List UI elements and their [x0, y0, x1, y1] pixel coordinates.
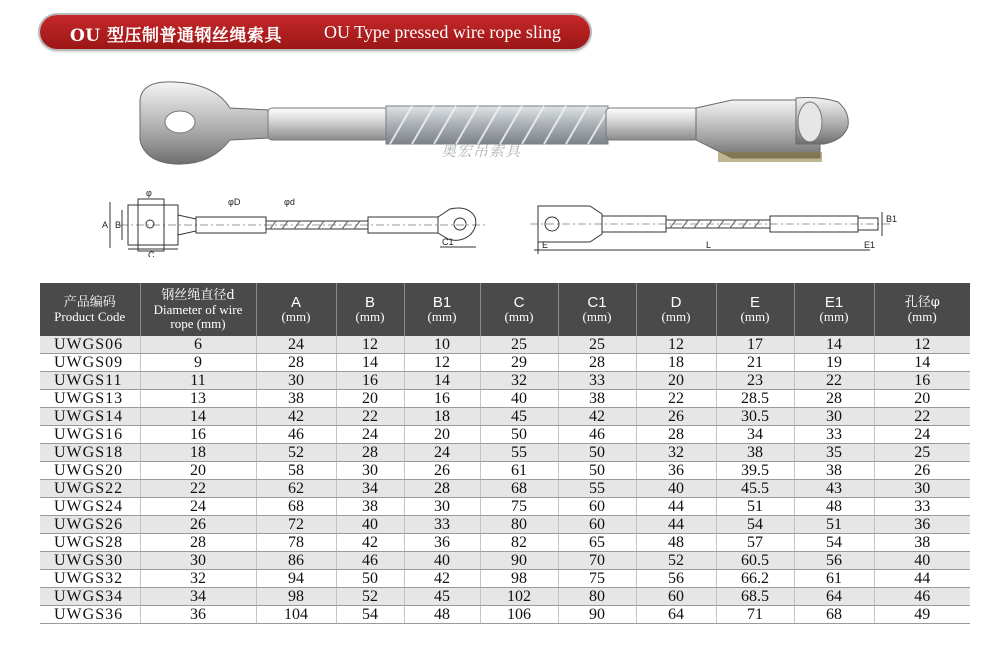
technical-drawing-right — [530, 192, 910, 262]
table-cell: 72 — [256, 516, 336, 534]
product-code-cell: UWGS06 — [40, 336, 140, 354]
header-unit: (mm) — [427, 308, 457, 324]
table-cell: 10 — [404, 336, 480, 354]
table-cell: 54 — [336, 606, 404, 624]
table-cell: 20 — [636, 372, 716, 390]
table-cell: 38 — [874, 534, 970, 552]
table-row — [40, 570, 970, 588]
table-cell: 48 — [404, 606, 480, 624]
table-cell: 20 — [874, 390, 970, 408]
table-cell: 50 — [336, 570, 404, 588]
table-cell: 55 — [558, 480, 636, 498]
table-cell: 30 — [256, 372, 336, 390]
table-cell: 30 — [794, 408, 874, 426]
table-cell: 25 — [874, 444, 970, 462]
table-cell: 42 — [256, 408, 336, 426]
table-cell: 106 — [480, 606, 558, 624]
table-cell: 45 — [480, 408, 558, 426]
table-cell: 52 — [256, 444, 336, 462]
header-B — [336, 283, 404, 336]
table-cell: 32 — [480, 372, 558, 390]
header-E — [716, 283, 794, 336]
banner-title-cn: OU 型压制普通钢丝绳索具 — [70, 26, 283, 46]
table-cell: 51 — [794, 516, 874, 534]
table-cell: 28 — [794, 390, 874, 408]
header-symbol: B1 — [432, 293, 452, 311]
table-cell: 40 — [874, 552, 970, 570]
product-code-cell: UWGS18 — [40, 444, 140, 462]
table-cell: 66.2 — [716, 570, 794, 588]
table-cell: 28.5 — [716, 390, 794, 408]
product-code-cell: UWGS28 — [40, 534, 140, 552]
table-cell: 40 — [480, 390, 558, 408]
table-row — [40, 390, 970, 408]
header-unit: (mm) — [740, 308, 770, 324]
table-cell: 18 — [404, 408, 480, 426]
product-code-cell: UWGS14 — [40, 408, 140, 426]
table-row — [40, 462, 970, 480]
table-row — [40, 354, 970, 372]
table-cell: 60 — [558, 498, 636, 516]
header-en: Product Code — [54, 308, 126, 324]
table-cell: 52 — [336, 588, 404, 606]
table-cell: 61 — [480, 462, 558, 480]
table-cell: 80 — [558, 588, 636, 606]
table-cell: 33 — [558, 372, 636, 390]
table-cell: 40 — [404, 552, 480, 570]
table-cell: 50 — [558, 462, 636, 480]
table-cell: 36 — [404, 534, 480, 552]
table-cell: 68.5 — [716, 588, 794, 606]
table-cell: 30.5 — [716, 408, 794, 426]
watermark-text: 奥宏吊索具 — [441, 142, 522, 160]
table-row — [40, 516, 970, 534]
table-cell: 28 — [256, 354, 336, 372]
dim-label-phid: φd — [284, 197, 295, 207]
table-cell: 57 — [716, 534, 794, 552]
table-cell: 38 — [794, 462, 874, 480]
table-cell: 75 — [480, 498, 558, 516]
table-cell: 48 — [636, 534, 716, 552]
table-cell: 30 — [874, 480, 970, 498]
table-cell: 64 — [794, 588, 874, 606]
table-cell: 28 — [404, 480, 480, 498]
header-unit: (mm) — [582, 308, 612, 324]
product-code-cell: UWGS26 — [40, 516, 140, 534]
table-cell: 78 — [256, 534, 336, 552]
table-cell: 28 — [140, 534, 256, 552]
table-cell: 51 — [716, 498, 794, 516]
table-cell: 36 — [636, 462, 716, 480]
header-unit: (mm) — [281, 308, 311, 324]
table-cell: 40 — [636, 480, 716, 498]
table-cell: 22 — [636, 390, 716, 408]
header-B1 — [404, 283, 480, 336]
table-cell: 22 — [794, 372, 874, 390]
table-row — [40, 498, 970, 516]
table-row — [40, 588, 970, 606]
table-cell: 29 — [480, 354, 558, 372]
title-banner — [40, 15, 590, 49]
table-row — [40, 336, 970, 354]
table-cell: 20 — [140, 462, 256, 480]
table-cell: 44 — [874, 570, 970, 588]
product-code-cell: UWGS20 — [40, 462, 140, 480]
table-cell: 98 — [480, 570, 558, 588]
header-hole-diameter — [874, 283, 970, 336]
table-cell: 56 — [636, 570, 716, 588]
header-product-code — [40, 283, 140, 336]
table-cell: 38 — [558, 390, 636, 408]
header-unit: (mm) — [661, 308, 691, 324]
table-cell: 61 — [794, 570, 874, 588]
product-code-cell: UWGS32 — [40, 570, 140, 588]
product-code-cell: UWGS16 — [40, 426, 140, 444]
table-body — [40, 336, 970, 624]
table-cell: 34 — [336, 480, 404, 498]
table-cell: 33 — [874, 498, 970, 516]
table-cell: 26 — [140, 516, 256, 534]
product-code-cell: UWGS24 — [40, 498, 140, 516]
table-row — [40, 372, 970, 390]
table-row — [40, 444, 970, 462]
table-cell: 24 — [256, 336, 336, 354]
table-cell: 25 — [480, 336, 558, 354]
table-cell: 21 — [716, 354, 794, 372]
header-symbol: E — [749, 293, 760, 311]
table-cell: 56 — [794, 552, 874, 570]
table-cell: 33 — [404, 516, 480, 534]
table-cell: 22 — [140, 480, 256, 498]
dim-label-L: L — [706, 240, 712, 250]
table-cell: 68 — [256, 498, 336, 516]
table-cell: 30 — [336, 462, 404, 480]
table-cell: 28 — [636, 426, 716, 444]
header-symbol: C1 — [587, 293, 607, 311]
table-cell: 40 — [336, 516, 404, 534]
table-cell: 20 — [336, 390, 404, 408]
table-cell: 52 — [636, 552, 716, 570]
header-C — [480, 283, 558, 336]
table-cell: 42 — [558, 408, 636, 426]
table-cell: 34 — [140, 588, 256, 606]
table-cell: 38 — [256, 390, 336, 408]
banner-title-en: OU Type pressed wire rope sling — [324, 22, 561, 42]
table-cell: 48 — [794, 498, 874, 516]
table-row — [40, 426, 970, 444]
table-cell: 45 — [404, 588, 480, 606]
table-cell: 39.5 — [716, 462, 794, 480]
table-cell: 46 — [256, 426, 336, 444]
table-cell: 28 — [558, 354, 636, 372]
header-cn: 产品编码 — [63, 294, 116, 310]
table-cell: 35 — [794, 444, 874, 462]
header-C1 — [558, 283, 636, 336]
table-cell: 36 — [874, 516, 970, 534]
table-cell: 12 — [874, 336, 970, 354]
table-cell: 22 — [336, 408, 404, 426]
table-cell: 86 — [256, 552, 336, 570]
header-A — [256, 283, 336, 336]
table-cell: 60 — [558, 516, 636, 534]
table-cell: 64 — [636, 606, 716, 624]
table-cell: 23 — [716, 372, 794, 390]
product-code-cell: UWGS13 — [40, 390, 140, 408]
product-code-cell: UWGS09 — [40, 354, 140, 372]
table-row — [40, 408, 970, 426]
product-code-cell: UWGS22 — [40, 480, 140, 498]
table-row — [40, 480, 970, 498]
table-cell: 32 — [140, 570, 256, 588]
table-cell: 45.5 — [716, 480, 794, 498]
table-cell: 62 — [256, 480, 336, 498]
table-cell: 33 — [794, 426, 874, 444]
table-cell: 75 — [558, 570, 636, 588]
table-cell: 104 — [256, 606, 336, 624]
table-cell: 17 — [716, 336, 794, 354]
table-cell: 18 — [140, 444, 256, 462]
header-unit: (mm) — [907, 308, 937, 324]
table-cell: 9 — [140, 354, 256, 372]
table-cell: 98 — [256, 588, 336, 606]
header-rope-diameter — [140, 283, 256, 336]
table-row — [40, 534, 970, 552]
table-cell: 14 — [874, 354, 970, 372]
table-row — [40, 552, 970, 570]
header-cn: 孔径φ — [904, 294, 940, 310]
table-cell: 18 — [636, 354, 716, 372]
dim-label-phi: φ — [146, 188, 152, 198]
table-cell: 14 — [336, 354, 404, 372]
table-cell: 44 — [636, 498, 716, 516]
table-cell: 54 — [716, 516, 794, 534]
technical-drawing-left — [100, 187, 500, 257]
table-cell: 65 — [558, 534, 636, 552]
spec-table — [40, 283, 970, 624]
header-cn: 钢丝绳直径d — [161, 287, 235, 303]
dim-label-A: A — [102, 220, 109, 230]
table-cell: 60.5 — [716, 552, 794, 570]
table-cell: 38 — [336, 498, 404, 516]
table-cell: 46 — [874, 588, 970, 606]
table-cell: 26 — [636, 408, 716, 426]
table-cell: 14 — [140, 408, 256, 426]
product-code-cell: UWGS11 — [40, 372, 140, 390]
dim-label-E1: E1 — [864, 240, 876, 250]
table-cell: 12 — [404, 354, 480, 372]
table-cell: 28 — [336, 444, 404, 462]
table-cell: 42 — [336, 534, 404, 552]
product-photo — [120, 70, 880, 180]
table-cell: 14 — [794, 336, 874, 354]
table-header-row — [40, 283, 970, 336]
table-cell: 68 — [794, 606, 874, 624]
table-cell: 49 — [874, 606, 970, 624]
table-cell: 102 — [480, 588, 558, 606]
table-cell: 94 — [256, 570, 336, 588]
dim-label-C: C — [148, 250, 155, 257]
table-cell: 24 — [336, 426, 404, 444]
table-cell: 19 — [794, 354, 874, 372]
table-cell: 60 — [636, 588, 716, 606]
table-cell: 58 — [256, 462, 336, 480]
header-symbol: B — [364, 293, 375, 311]
dim-label-B: B — [115, 220, 122, 230]
header-E1 — [794, 283, 874, 336]
table-cell: 70 — [558, 552, 636, 570]
table-cell: 24 — [140, 498, 256, 516]
product-code-cell: UWGS34 — [40, 588, 140, 606]
table-cell: 20 — [404, 426, 480, 444]
table-cell: 36 — [140, 606, 256, 624]
dim-label-C1: C1 — [442, 237, 454, 247]
table-cell: 34 — [716, 426, 794, 444]
table-cell: 16 — [336, 372, 404, 390]
table-cell: 71 — [716, 606, 794, 624]
table-cell: 38 — [716, 444, 794, 462]
table-cell: 55 — [480, 444, 558, 462]
table-row — [40, 606, 970, 624]
table-cell: 24 — [874, 426, 970, 444]
product-code-cell: UWGS36 — [40, 606, 140, 624]
header-symbol: D — [670, 293, 682, 311]
header-en: Diameter of wire rope (mm) — [153, 301, 243, 331]
table-cell: 25 — [558, 336, 636, 354]
header-unit: (mm) — [355, 308, 385, 324]
table-cell: 22 — [874, 408, 970, 426]
table-cell: 50 — [480, 426, 558, 444]
table-cell: 16 — [140, 426, 256, 444]
table-cell: 6 — [140, 336, 256, 354]
header-symbol: C — [513, 293, 525, 311]
table-cell: 82 — [480, 534, 558, 552]
table-cell: 16 — [874, 372, 970, 390]
table-cell: 54 — [794, 534, 874, 552]
table-cell: 13 — [140, 390, 256, 408]
table-cell: 11 — [140, 372, 256, 390]
table-cell: 80 — [480, 516, 558, 534]
table-cell: 30 — [404, 498, 480, 516]
table-cell: 12 — [336, 336, 404, 354]
table-cell: 24 — [404, 444, 480, 462]
table-cell: 16 — [404, 390, 480, 408]
header-unit: (mm) — [819, 308, 849, 324]
table-cell: 12 — [636, 336, 716, 354]
table-cell: 26 — [404, 462, 480, 480]
table-cell: 44 — [636, 516, 716, 534]
table-cell: 90 — [558, 606, 636, 624]
table-cell: 46 — [336, 552, 404, 570]
table-cell: 14 — [404, 372, 480, 390]
header-unit: (mm) — [504, 308, 534, 324]
table-cell: 32 — [636, 444, 716, 462]
table-cell: 26 — [874, 462, 970, 480]
dim-label-phiD: φD — [228, 197, 241, 207]
table-cell: 46 — [558, 426, 636, 444]
table-cell: 90 — [480, 552, 558, 570]
table-cell: 42 — [404, 570, 480, 588]
header-symbol: E1 — [824, 293, 844, 311]
table-cell: 30 — [140, 552, 256, 570]
dim-label-B1: B1 — [886, 214, 898, 224]
header-D — [636, 283, 716, 336]
header-symbol: A — [290, 293, 301, 311]
table-cell: 68 — [480, 480, 558, 498]
table-cell: 50 — [558, 444, 636, 462]
table-cell: 43 — [794, 480, 874, 498]
product-code-cell: UWGS30 — [40, 552, 140, 570]
dim-label-E: E — [542, 240, 549, 250]
